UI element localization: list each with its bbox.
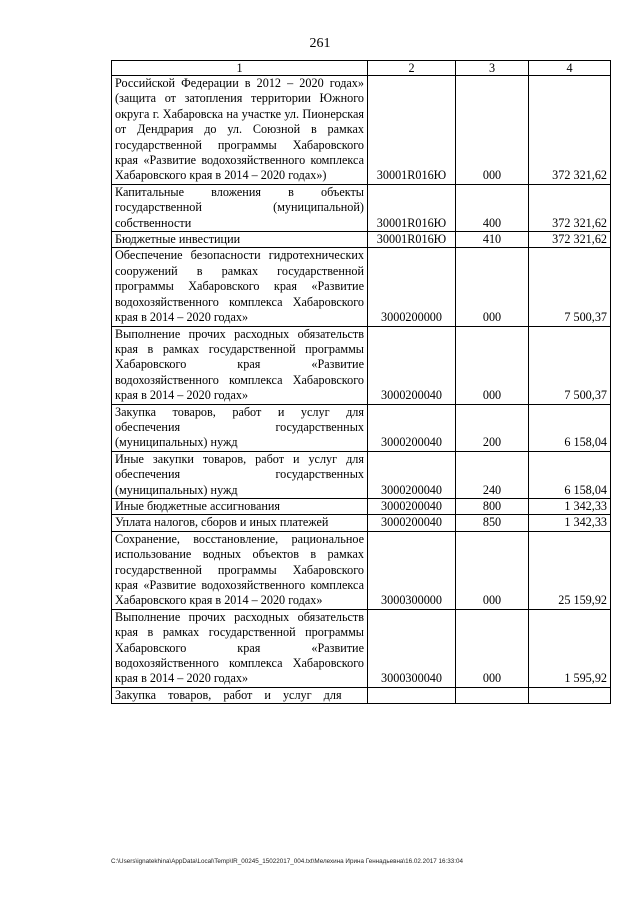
- row-name: Сохранение, восстановление, рациональное использование водных объектов в рамках государственной программы Хабаровского края «Развитие водохозяйственного комплекса Хабаровского края в 2014 – 2020 годах»: [112, 531, 368, 609]
- row-code: 3000300000: [368, 531, 456, 609]
- table-row: [112, 515, 611, 531]
- row-type: 800: [456, 498, 529, 514]
- row-name: Обеспечение безопасности гидротехнических сооружений в рамках государственной программы Хабаровского края «Развитие водохозяйственного комплекса Хабаровского края в 2014 – 2020 годах»: [112, 248, 368, 326]
- row-amount: 372 321,62: [529, 232, 611, 248]
- row-code: 3000300040: [368, 609, 456, 687]
- table-row: [112, 498, 611, 514]
- row-amount: 372 321,62: [529, 184, 611, 231]
- table-row: [112, 326, 611, 404]
- row-amount: 372 321,62: [529, 76, 611, 185]
- table-row: [112, 76, 611, 185]
- row-amount: 1 342,33: [529, 515, 611, 531]
- row-code: 30001R016Ю: [368, 184, 456, 231]
- page-number: 261: [309, 36, 331, 51]
- row-type: 410: [456, 232, 529, 248]
- row-amount: [529, 687, 611, 703]
- row-code: [368, 687, 456, 703]
- column-header-3: 3: [456, 61, 529, 76]
- row-amount: 25 159,92: [529, 531, 611, 609]
- row-type: 850: [456, 515, 529, 531]
- row-type: 000: [456, 76, 529, 185]
- row-code: 3000200040: [368, 404, 456, 451]
- table-row: [112, 232, 611, 248]
- table-row: [112, 687, 611, 703]
- row-code: 3000200040: [368, 451, 456, 498]
- column-header-1: 1: [112, 61, 368, 76]
- row-name: Закупка товаров, работ и услуг для обеспечения государственных (муниципальных) нужд: [112, 404, 368, 451]
- row-name: Выполнение прочих расходных обязательств края в рамках государственной программы Хабаровского края «Развитие водохозяйственного комплекса Хабаровского края в 2014 – 2020 годах»: [112, 609, 368, 687]
- table-row: [112, 531, 611, 609]
- row-type: 240: [456, 451, 529, 498]
- row-name: Выполнение прочих расходных обязательств края в рамках государственной программы Хабаровского края «Развитие водохозяйственного комплекса Хабаровского края в 2014 – 2020 годах»: [112, 326, 368, 404]
- table-row: [112, 184, 611, 231]
- row-type: 000: [456, 326, 529, 404]
- table-row: [112, 248, 611, 326]
- row-type: 000: [456, 248, 529, 326]
- row-code: 3000200040: [368, 515, 456, 531]
- row-amount: 1 342,33: [529, 498, 611, 514]
- row-code: 30001R016Ю: [368, 232, 456, 248]
- row-code: 3000200040: [368, 326, 456, 404]
- row-code: 30001R016Ю: [368, 76, 456, 185]
- row-name: Российской Федерации в 2012 – 2020 годах» (защита от затопления территории Южного округа г. Хабаровска на участке ул. Пионерская от Дендрария до ул. Союзной в рамках государственной программы Хабаровского края «Развитие водохозяйственного комплекса Хабаровского края в 2014 – 2020 годах»): [112, 76, 368, 185]
- budget-table: [111, 60, 611, 704]
- row-name: Бюджетные инвестиции: [112, 232, 368, 248]
- row-name: Уплата налогов, сборов и иных платежей: [112, 515, 368, 531]
- row-amount: 7 500,37: [529, 326, 611, 404]
- column-header-2: 2: [368, 61, 456, 76]
- row-code: 3000200000: [368, 248, 456, 326]
- table-row: [112, 404, 611, 451]
- row-name: Капитальные вложения в объекты государственной (муниципальной) собственности: [112, 184, 368, 231]
- row-name: Иные бюджетные ассигнования: [112, 498, 368, 514]
- row-type: 200: [456, 404, 529, 451]
- row-name: Закупка товаров, работ и услуг для: [112, 687, 368, 703]
- row-type: 000: [456, 531, 529, 609]
- row-type: 400: [456, 184, 529, 231]
- row-amount: 7 500,37: [529, 248, 611, 326]
- table-row: [112, 451, 611, 498]
- row-amount: 6 158,04: [529, 451, 611, 498]
- row-amount: 1 595,92: [529, 609, 611, 687]
- row-type: 000: [456, 609, 529, 687]
- column-header-4: 4: [529, 61, 611, 76]
- file-path-footer: C:\Users\ignatekhina\AppData\Local\Temp\IR_00245_15022017_004.txt\Мелехина Ирина Геннадьевна\16.02.2017 16:33:04: [111, 858, 463, 865]
- table-header-row: [112, 61, 611, 76]
- row-type: [456, 687, 529, 703]
- row-code: 3000200040: [368, 498, 456, 514]
- row-name: Иные закупки товаров, работ и услуг для обеспечения государственных (муниципальных) нужд: [112, 451, 368, 498]
- table-row: [112, 609, 611, 687]
- row-amount: 6 158,04: [529, 404, 611, 451]
